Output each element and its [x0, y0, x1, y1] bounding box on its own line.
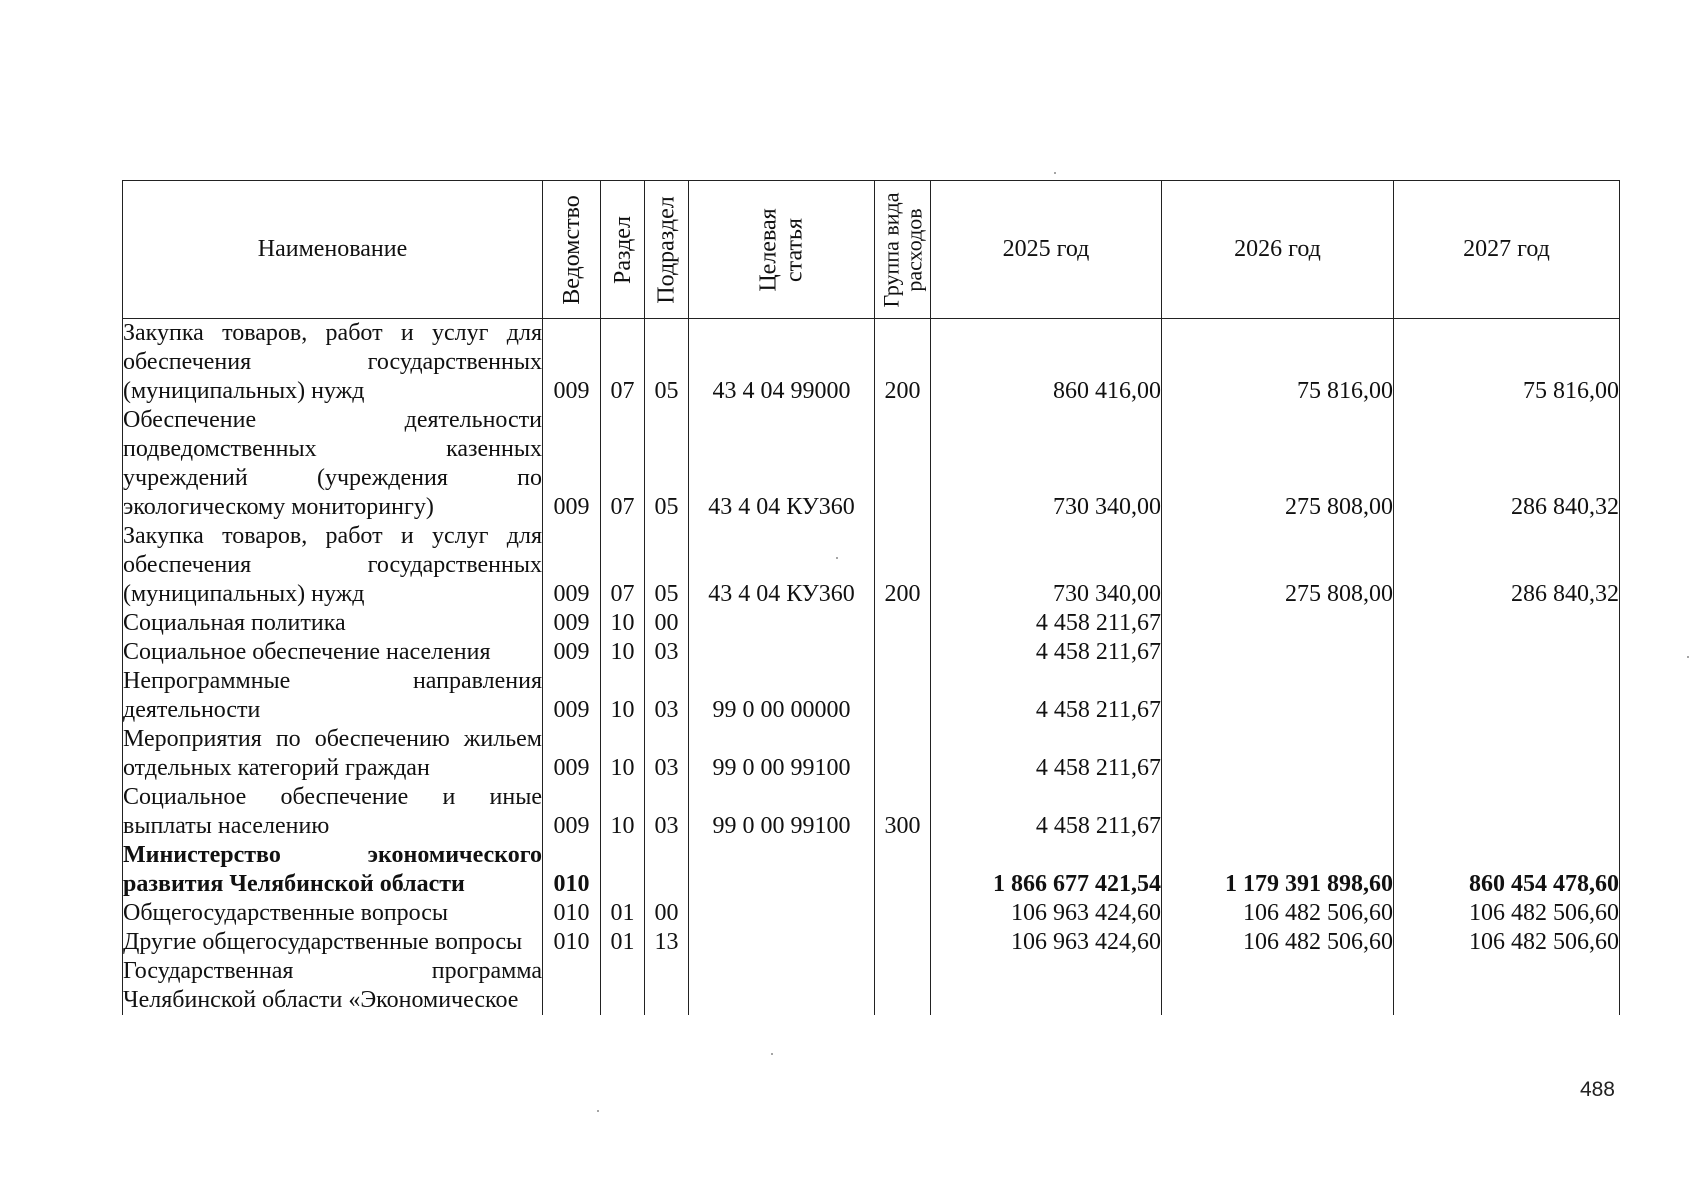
cell-2027: 860 454 478,60 — [1394, 841, 1620, 899]
cell-target — [689, 957, 875, 1015]
header-2027: 2027 год — [1394, 181, 1620, 319]
table-row — [123, 406, 1620, 522]
cell-2026 — [1162, 783, 1394, 841]
cell-group — [875, 841, 931, 899]
table-row — [123, 609, 1620, 638]
budget-table — [122, 180, 1620, 1015]
header-2025: 2025 год — [931, 181, 1162, 319]
cell-group — [875, 928, 931, 957]
cell-target: 99 0 00 99100 — [689, 783, 875, 841]
cell-section: 10 — [601, 638, 645, 667]
cell-2025: 106 963 424,60 — [931, 928, 1162, 957]
cell-group — [875, 609, 931, 638]
table-row — [123, 667, 1620, 725]
cell-subsection: 05 — [645, 406, 689, 522]
cell-2025: 4 458 211,67 — [931, 638, 1162, 667]
cell-2026: 75 816,00 — [1162, 319, 1394, 407]
table-row — [123, 928, 1620, 957]
header-subsection: Подраздел — [645, 181, 689, 319]
cell-dept: 009 — [543, 406, 601, 522]
cell-section: 07 — [601, 406, 645, 522]
cell-dept — [543, 957, 601, 1015]
cell-dept: 009 — [543, 522, 601, 609]
scan-speck — [836, 557, 838, 559]
cell-2025: 4 458 211,67 — [931, 783, 1162, 841]
cell-subsection: 03 — [645, 667, 689, 725]
cell-2025: 730 340,00 — [931, 406, 1162, 522]
cell-name: Непрограммные направления деятельности — [123, 668, 542, 723]
cell-group — [875, 638, 931, 667]
page-number: 488 — [1579, 1078, 1615, 1101]
cell-2026 — [1162, 609, 1394, 638]
cell-target: 43 4 04 КУ360 — [689, 406, 875, 522]
header-section: Раздел — [601, 181, 645, 319]
table-row — [123, 899, 1620, 928]
cell-target: 43 4 04 99000 — [689, 319, 875, 407]
cell-2026: 1 179 391 898,60 — [1162, 841, 1394, 899]
cell-name: Государственная программа Челябинской области «Экономическое — [123, 958, 542, 1013]
cell-2025: 106 963 424,60 — [931, 899, 1162, 928]
cell-section — [601, 841, 645, 899]
cell-name: Социальная политика — [123, 609, 543, 638]
header-dept: Ведомство — [543, 181, 601, 319]
cell-name: Социальное обеспечение населения — [123, 638, 543, 667]
scan-speck — [1687, 656, 1689, 658]
cell-name: Общегосударственные вопросы — [123, 899, 543, 928]
cell-2027 — [1394, 957, 1620, 1015]
table-row — [123, 319, 1620, 407]
cell-name: Социальное обеспечение и иные выплаты населению — [123, 784, 542, 839]
cell-name: Обеспечение деятельности подведомственных казенных учреждений (учреждения по экологическому мониторингу) — [123, 407, 542, 520]
cell-2025: 4 458 211,67 — [931, 609, 1162, 638]
cell-2027: 75 816,00 — [1394, 319, 1620, 407]
table-row — [123, 841, 1620, 899]
cell-name: Министерство экономического развития Челябинской области — [123, 842, 542, 897]
header-name: Наименование — [123, 181, 543, 319]
cell-2025: 4 458 211,67 — [931, 667, 1162, 725]
table-row — [123, 957, 1620, 1015]
cell-2026: 275 808,00 — [1162, 522, 1394, 609]
cell-2027 — [1394, 609, 1620, 638]
cell-target — [689, 609, 875, 638]
cell-group: 200 — [875, 319, 931, 407]
cell-section: 10 — [601, 667, 645, 725]
cell-name: Закупка товаров, работ и услуг для обеспечения государственных (муниципальных) нужд — [123, 523, 542, 607]
cell-2026 — [1162, 725, 1394, 783]
cell-2026 — [1162, 667, 1394, 725]
cell-subsection: 05 — [645, 319, 689, 407]
cell-2025: 4 458 211,67 — [931, 725, 1162, 783]
cell-dept: 009 — [543, 725, 601, 783]
scan-speck — [597, 1110, 599, 1112]
cell-group: 300 — [875, 783, 931, 841]
cell-2027: 106 482 506,60 — [1394, 899, 1620, 928]
cell-2027 — [1394, 667, 1620, 725]
cell-target: 99 0 00 00000 — [689, 667, 875, 725]
header-row — [123, 181, 1620, 319]
cell-dept: 010 — [543, 899, 601, 928]
cell-2025: 1 866 677 421,54 — [931, 841, 1162, 899]
cell-subsection — [645, 957, 689, 1015]
cell-group: 200 — [875, 522, 931, 609]
cell-2027: 286 840,32 — [1394, 406, 1620, 522]
cell-2026: 275 808,00 — [1162, 406, 1394, 522]
cell-2025 — [931, 957, 1162, 1015]
cell-2025: 860 416,00 — [931, 319, 1162, 407]
cell-name: Закупка товаров, работ и услуг для обеспечения государственных (муниципальных) нужд — [123, 320, 542, 404]
cell-group — [875, 957, 931, 1015]
cell-section: 01 — [601, 899, 645, 928]
cell-section: 10 — [601, 609, 645, 638]
cell-2027 — [1394, 638, 1620, 667]
cell-group — [875, 667, 931, 725]
cell-section: 01 — [601, 928, 645, 957]
table-body — [123, 319, 1620, 1016]
cell-2027: 106 482 506,60 — [1394, 928, 1620, 957]
cell-subsection: 00 — [645, 609, 689, 638]
cell-subsection: 00 — [645, 899, 689, 928]
cell-dept: 009 — [543, 319, 601, 407]
cell-target — [689, 841, 875, 899]
cell-name: Другие общегосударственные вопросы — [123, 928, 543, 957]
cell-subsection: 05 — [645, 522, 689, 609]
cell-subsection: 03 — [645, 783, 689, 841]
cell-2026 — [1162, 957, 1394, 1015]
cell-2026 — [1162, 638, 1394, 667]
cell-subsection: 03 — [645, 725, 689, 783]
cell-target — [689, 899, 875, 928]
cell-section: 10 — [601, 725, 645, 783]
cell-section: 07 — [601, 522, 645, 609]
cell-dept: 009 — [543, 667, 601, 725]
cell-name: Мероприятия по обеспечению жильем отдельных категорий граждан — [123, 726, 542, 781]
cell-dept: 010 — [543, 841, 601, 899]
cell-2027 — [1394, 725, 1620, 783]
cell-group — [875, 406, 931, 522]
cell-2027 — [1394, 783, 1620, 841]
cell-subsection: 13 — [645, 928, 689, 957]
cell-subsection: 03 — [645, 638, 689, 667]
cell-dept: 009 — [543, 638, 601, 667]
table-row — [123, 522, 1620, 609]
cell-section: 10 — [601, 783, 645, 841]
cell-2025: 730 340,00 — [931, 522, 1162, 609]
cell-2026: 106 482 506,60 — [1162, 928, 1394, 957]
cell-target: 43 4 04 КУ360 — [689, 522, 875, 609]
cell-2027: 286 840,32 — [1394, 522, 1620, 609]
scan-speck — [1054, 172, 1056, 174]
header-group: Группа вида расходов — [875, 181, 931, 319]
table-row — [123, 725, 1620, 783]
cell-target — [689, 928, 875, 957]
cell-2026: 106 482 506,60 — [1162, 899, 1394, 928]
cell-section: 07 — [601, 319, 645, 407]
cell-dept: 009 — [543, 609, 601, 638]
header-2026: 2026 год — [1162, 181, 1394, 319]
scan-speck — [771, 1053, 773, 1055]
cell-section — [601, 957, 645, 1015]
cell-target: 99 0 00 99100 — [689, 725, 875, 783]
cell-subsection — [645, 841, 689, 899]
header-target: Целевая статья — [689, 181, 875, 319]
cell-target — [689, 638, 875, 667]
table-row — [123, 638, 1620, 667]
cell-group — [875, 899, 931, 928]
cell-group — [875, 725, 931, 783]
cell-dept: 010 — [543, 928, 601, 957]
table-row — [123, 783, 1620, 841]
cell-dept: 009 — [543, 783, 601, 841]
